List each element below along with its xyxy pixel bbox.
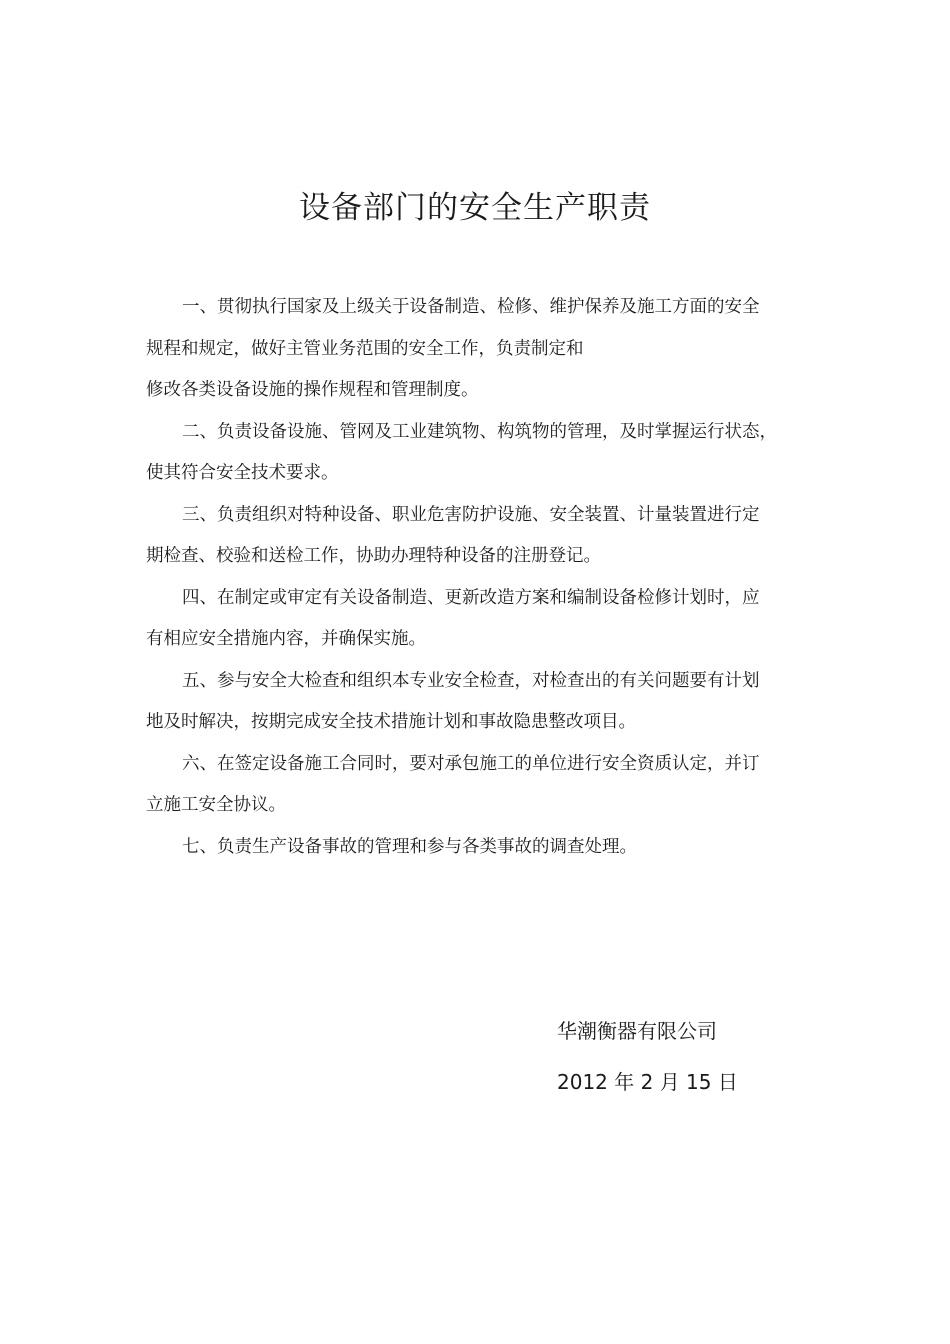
paragraph-4	[146, 578, 808, 661]
paragraph-2	[146, 412, 808, 495]
document-body	[146, 287, 808, 868]
paragraph-line: 三、负责组织对特种设备、职业危害防护设施、安全装置、计量装置进行定	[182, 504, 760, 525]
paragraph-line: 期检查、校验和送检工作，协助办理特种设备的注册登记。	[146, 546, 601, 566]
paragraph-line: 地及时解决，按期完成安全技术措施计划和事故隐患整改项目。	[146, 712, 636, 732]
paragraph-line: 七、负责生产设备事故的管理和参与各类事故的调查处理。	[182, 836, 637, 857]
document-title: 设备部门的安全生产职责	[299, 190, 651, 226]
paragraph-line: 规程和规定，做好主管业务范围的安全工作，负责制定和	[146, 338, 584, 359]
paragraph-line: 二、负责设备设施、管网及工业建筑物、构筑物的管理，及时掌握运行状态，	[182, 421, 777, 442]
paragraph-5	[146, 661, 808, 744]
paragraph-6	[146, 744, 808, 827]
company-name: 华潮衡器有限公司	[557, 1019, 717, 1043]
paragraph-1	[146, 287, 808, 412]
paragraph-line: 四、在制定或审定有关设备制造、更新改造方案和编制设备检修计划时，应	[182, 587, 760, 608]
paragraph-line: 一、贯彻执行国家及上级关于设备制造、检修、维护保养及施工方面的安全	[182, 297, 760, 317]
paragraph-3	[146, 495, 808, 578]
paragraph-line: 立施工安全协议。	[146, 795, 286, 815]
signature-block	[557, 1011, 738, 1113]
paragraph-line: 修改各类设备设施的操作规程和管理制度。	[146, 380, 479, 400]
paragraph-line: 五、参与安全大检查和组织本专业安全检查，对检查出的有关问题要有计划	[182, 670, 760, 691]
paragraph-line: 六、在签定设备施工合同时，要对承包施工的单位进行安全资质认定，并订	[182, 753, 760, 774]
paragraph-7	[146, 827, 808, 869]
paragraph-line: 使其符合安全技术要求。	[146, 463, 339, 483]
signature-date: 2012 年 2 月 15 日	[557, 1070, 738, 1094]
paragraph-line: 有相应安全措施内容，并确保实施。	[146, 629, 426, 649]
